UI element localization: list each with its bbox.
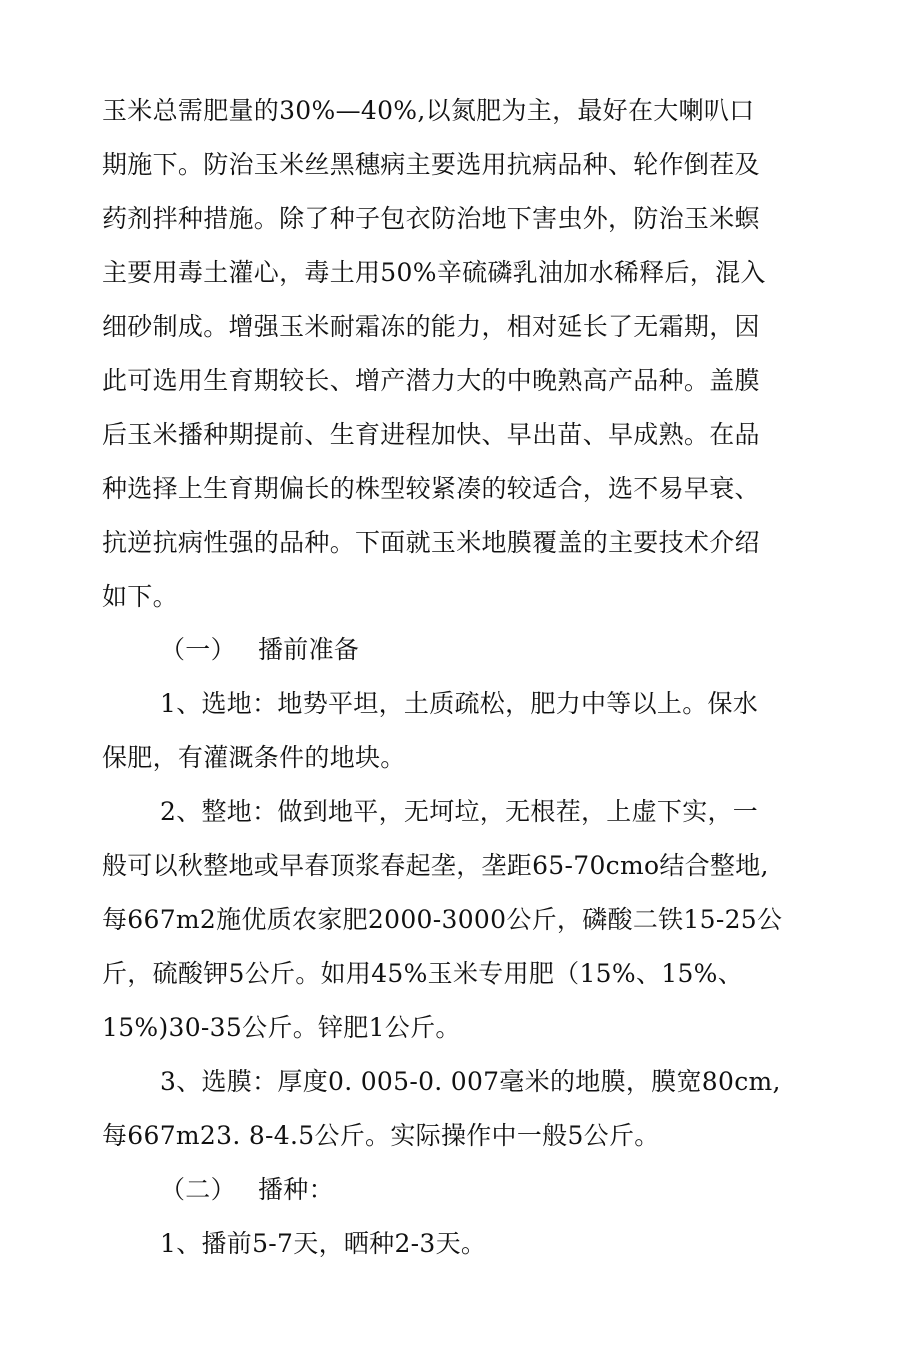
paragraph-line: 种选择上生育期偏长的株型较紧凑的较适合，选不易早衰、	[102, 474, 760, 503]
paragraph-line: 期施下。防治玉米丝黑穗病主要选用抗病品种、轮作倒茬及	[102, 150, 760, 179]
list-item-line: 1、播前5-7天，晒种2-3天。	[160, 1229, 487, 1258]
list-item-line: 般可以秋整地或早春顶浆春起垄，垄距65-70cmo结合整地,	[102, 851, 769, 880]
paragraph-line: 细砂制成。增强玉米耐霜冻的能力，相对延长了无霜期，因	[102, 312, 760, 341]
section-title: 播种：	[258, 1175, 334, 1204]
list-item-line: 2、整地：做到地平，无坷垃，无根茬，上虚下实，一	[160, 797, 759, 826]
list-item-line: 斤，硫酸钾5公斤。如用45%玉米专用肥（15%、15%、	[102, 959, 744, 988]
list-item-line: 保肥，有灌溉条件的地块。	[102, 743, 406, 772]
paragraph-line: 玉米总需肥量的30%—40%,以氮肥为主，最好在大喇叭口	[102, 96, 755, 125]
paragraph-line: 如下。	[102, 582, 178, 611]
list-item-line: 1、选地：地势平坦，土质疏松，肥力中等以上。保水	[160, 689, 759, 718]
section-number: （二）	[160, 1175, 236, 1204]
paragraph-line: 药剂拌种措施。除了种子包衣防治地下害虫外，防治玉米螟	[102, 204, 760, 233]
list-item-line: 3、选膜：厚度0. 005-0. 007毫米的地膜，膜宽80cm,	[160, 1067, 781, 1096]
paragraph-line: 主要用毒土灌心，毒土用50%辛硫磷乳油加水稀释后，混入	[102, 258, 766, 287]
list-item-line: 每667m23. 8-4.5公斤。实际操作中一般5公斤。	[102, 1121, 660, 1150]
paragraph-line: 抗逆抗病性强的品种。下面就玉米地膜覆盖的主要技术介绍	[102, 528, 760, 557]
list-item-line: 15%)30-35公斤。锌肥1公斤。	[102, 1013, 461, 1042]
section-title: 播前准备	[258, 635, 360, 664]
list-item-line: 每667m2施优质农家肥2000-3000公斤，磷酸二铁15-25公	[102, 905, 783, 934]
section-number: （一）	[160, 635, 236, 664]
paragraph-line: 后玉米播种期提前、生育进程加快、早出苗、早成熟。在品	[102, 420, 760, 449]
paragraph-line: 此可选用生育期较长、增产潜力大的中晚熟高产品种。盖膜	[102, 366, 760, 395]
